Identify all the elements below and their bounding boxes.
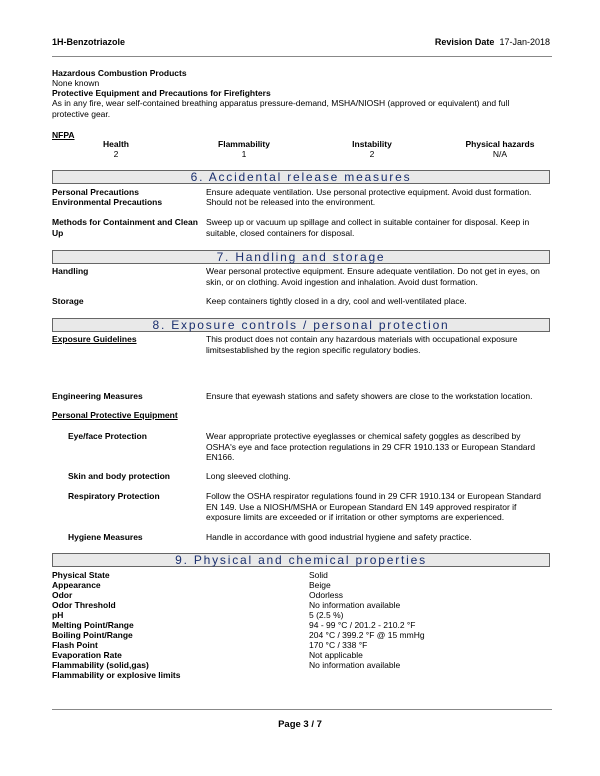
respiratory-protection-label: Respiratory Protection [68, 491, 160, 501]
property-label: Boiling Point/Range [52, 630, 133, 640]
nfpa-instability-heading: Instability [352, 139, 392, 149]
property-value: Odorless [309, 590, 344, 600]
section-6-title: 6. Accidental release measures [52, 170, 550, 184]
nfpa-physical-value: N/A [492, 149, 508, 159]
property-label: Flash Point [52, 640, 98, 650]
environmental-precautions-label: Environmental Precautions [52, 197, 163, 207]
property-label: Flammability or explosive limits [52, 670, 181, 680]
footer-divider [52, 709, 552, 710]
nfpa-flammability-heading: Flammability [218, 139, 270, 149]
property-value: 5 (2.5 %) [309, 610, 344, 620]
handling-label: Handling [52, 266, 89, 276]
property-value: 204 °C / 399.2 °F @ 15 mmHg [309, 630, 425, 640]
storage-label: Storage [52, 296, 84, 306]
property-value: No information available [309, 600, 401, 610]
hazardous-combustion-value: None known [52, 78, 100, 88]
nfpa-instability-value: 2 [369, 149, 375, 159]
revision-date-block [435, 37, 550, 48]
product-name: 1H-Benzotriazole [52, 37, 126, 47]
property-label: Odor [52, 590, 73, 600]
property-value: Beige [309, 580, 331, 590]
containment-value: Sweep up or vacuum up spillage and collect in suitable container for disposal. Keep in suitable, closed containers for disposal. [206, 217, 530, 238]
property-value: No information available [309, 660, 401, 670]
nfpa-flammability-value: 1 [241, 149, 247, 159]
hygiene-measures-value: Handle in accordance with good industrial hygiene and safety practice. [206, 532, 472, 542]
exposure-guidelines-value: This product does not contain any hazardous materials with occupational exposure limitsestablished by the region specific regulatory bodies. [206, 334, 518, 355]
eye-protection-value: Wear appropriate protective eyeglasses or chemical safety goggles as described by OSHA's eye and face protection regulations in 29 CFR 1910.133 or European Standard EN166. [206, 431, 536, 463]
nfpa-health-heading: Health [103, 139, 129, 149]
skin-protection-value: Long sleeved clothing. [206, 471, 291, 481]
property-value: Solid [309, 570, 328, 580]
containment-label: Methods for Containment and Clean Up [52, 217, 198, 238]
revision-date-label: Revision Date [434, 37, 495, 47]
ppe-heading: Personal Protective Equipment [52, 410, 178, 420]
hazardous-combustion-heading: Hazardous Combustion Products [52, 68, 187, 78]
nfpa-label: NFPA [52, 130, 75, 140]
property-label: Appearance [52, 580, 101, 590]
respiratory-protection-value: Follow the OSHA respirator regulations found in 29 CFR 1910.134 or European Standard EN 149. Use a NIOSH/MSHA or European Standard EN 149 approved respirator if exposure limits are exceeded or if irritation or other symptoms are experienced. [206, 491, 542, 523]
header-divider [52, 56, 552, 57]
skin-protection-label: Skin and body protection [68, 471, 171, 481]
page-number: Page 3 / 7 [278, 719, 322, 730]
environmental-precautions-value: Should not be released into the environment. [206, 197, 376, 207]
property-value: Not applicable [309, 650, 363, 660]
exposure-guidelines-label: Exposure Guidelines [52, 334, 137, 344]
section-8-title: 8. Exposure controls / personal protection [52, 318, 550, 332]
firefighter-ppe-value: As in any fire, wear self-contained breathing apparatus pressure-demand, MSHA/NIOSH (approved or equivalent) and full protective gear. [52, 98, 510, 119]
property-label: Physical State [52, 570, 110, 580]
engineering-measures-value: Ensure that eyewash stations and safety showers are close to the workstation location. [206, 391, 533, 401]
property-label: pH [52, 610, 64, 620]
personal-precautions-label: Personal Precautions [52, 187, 139, 197]
storage-value: Keep containers tightly closed in a dry, cool and well-ventilated place. [206, 296, 467, 306]
property-label: Evaporation Rate [52, 650, 122, 660]
property-value: 94 - 99 °C / 201.2 - 210.2 °F [309, 620, 416, 630]
nfpa-health-value: 2 [113, 149, 119, 159]
eye-protection-label: Eye/face Protection [68, 431, 147, 441]
section-9-title: 9. Physical and chemical properties [52, 553, 550, 567]
engineering-measures-label: Engineering Measures [52, 391, 143, 401]
hygiene-measures-label: Hygiene Measures [68, 532, 143, 542]
personal-precautions-value: Ensure adequate ventilation. Use personal protective equipment. Avoid dust formation. [206, 187, 532, 197]
section-7-title: 7. Handling and storage [52, 250, 550, 264]
property-value: 170 °C / 338 °F [309, 640, 368, 650]
property-label: Odor Threshold [52, 600, 116, 610]
revision-date-value: 17-Jan-2018 [499, 37, 550, 47]
firefighter-ppe-heading: Protective Equipment and Precautions for Firefighters [52, 88, 271, 98]
property-label: Melting Point/Range [52, 620, 134, 630]
handling-value: Wear personal protective equipment. Ensure adequate ventilation. Do not get in eyes, on skin, or on clothing. Avoid ingestion and inhalation. Avoid dust formation. [206, 266, 540, 287]
property-label: Flammability (solid,gas) [52, 660, 149, 670]
nfpa-physical-heading: Physical hazards [465, 139, 535, 149]
